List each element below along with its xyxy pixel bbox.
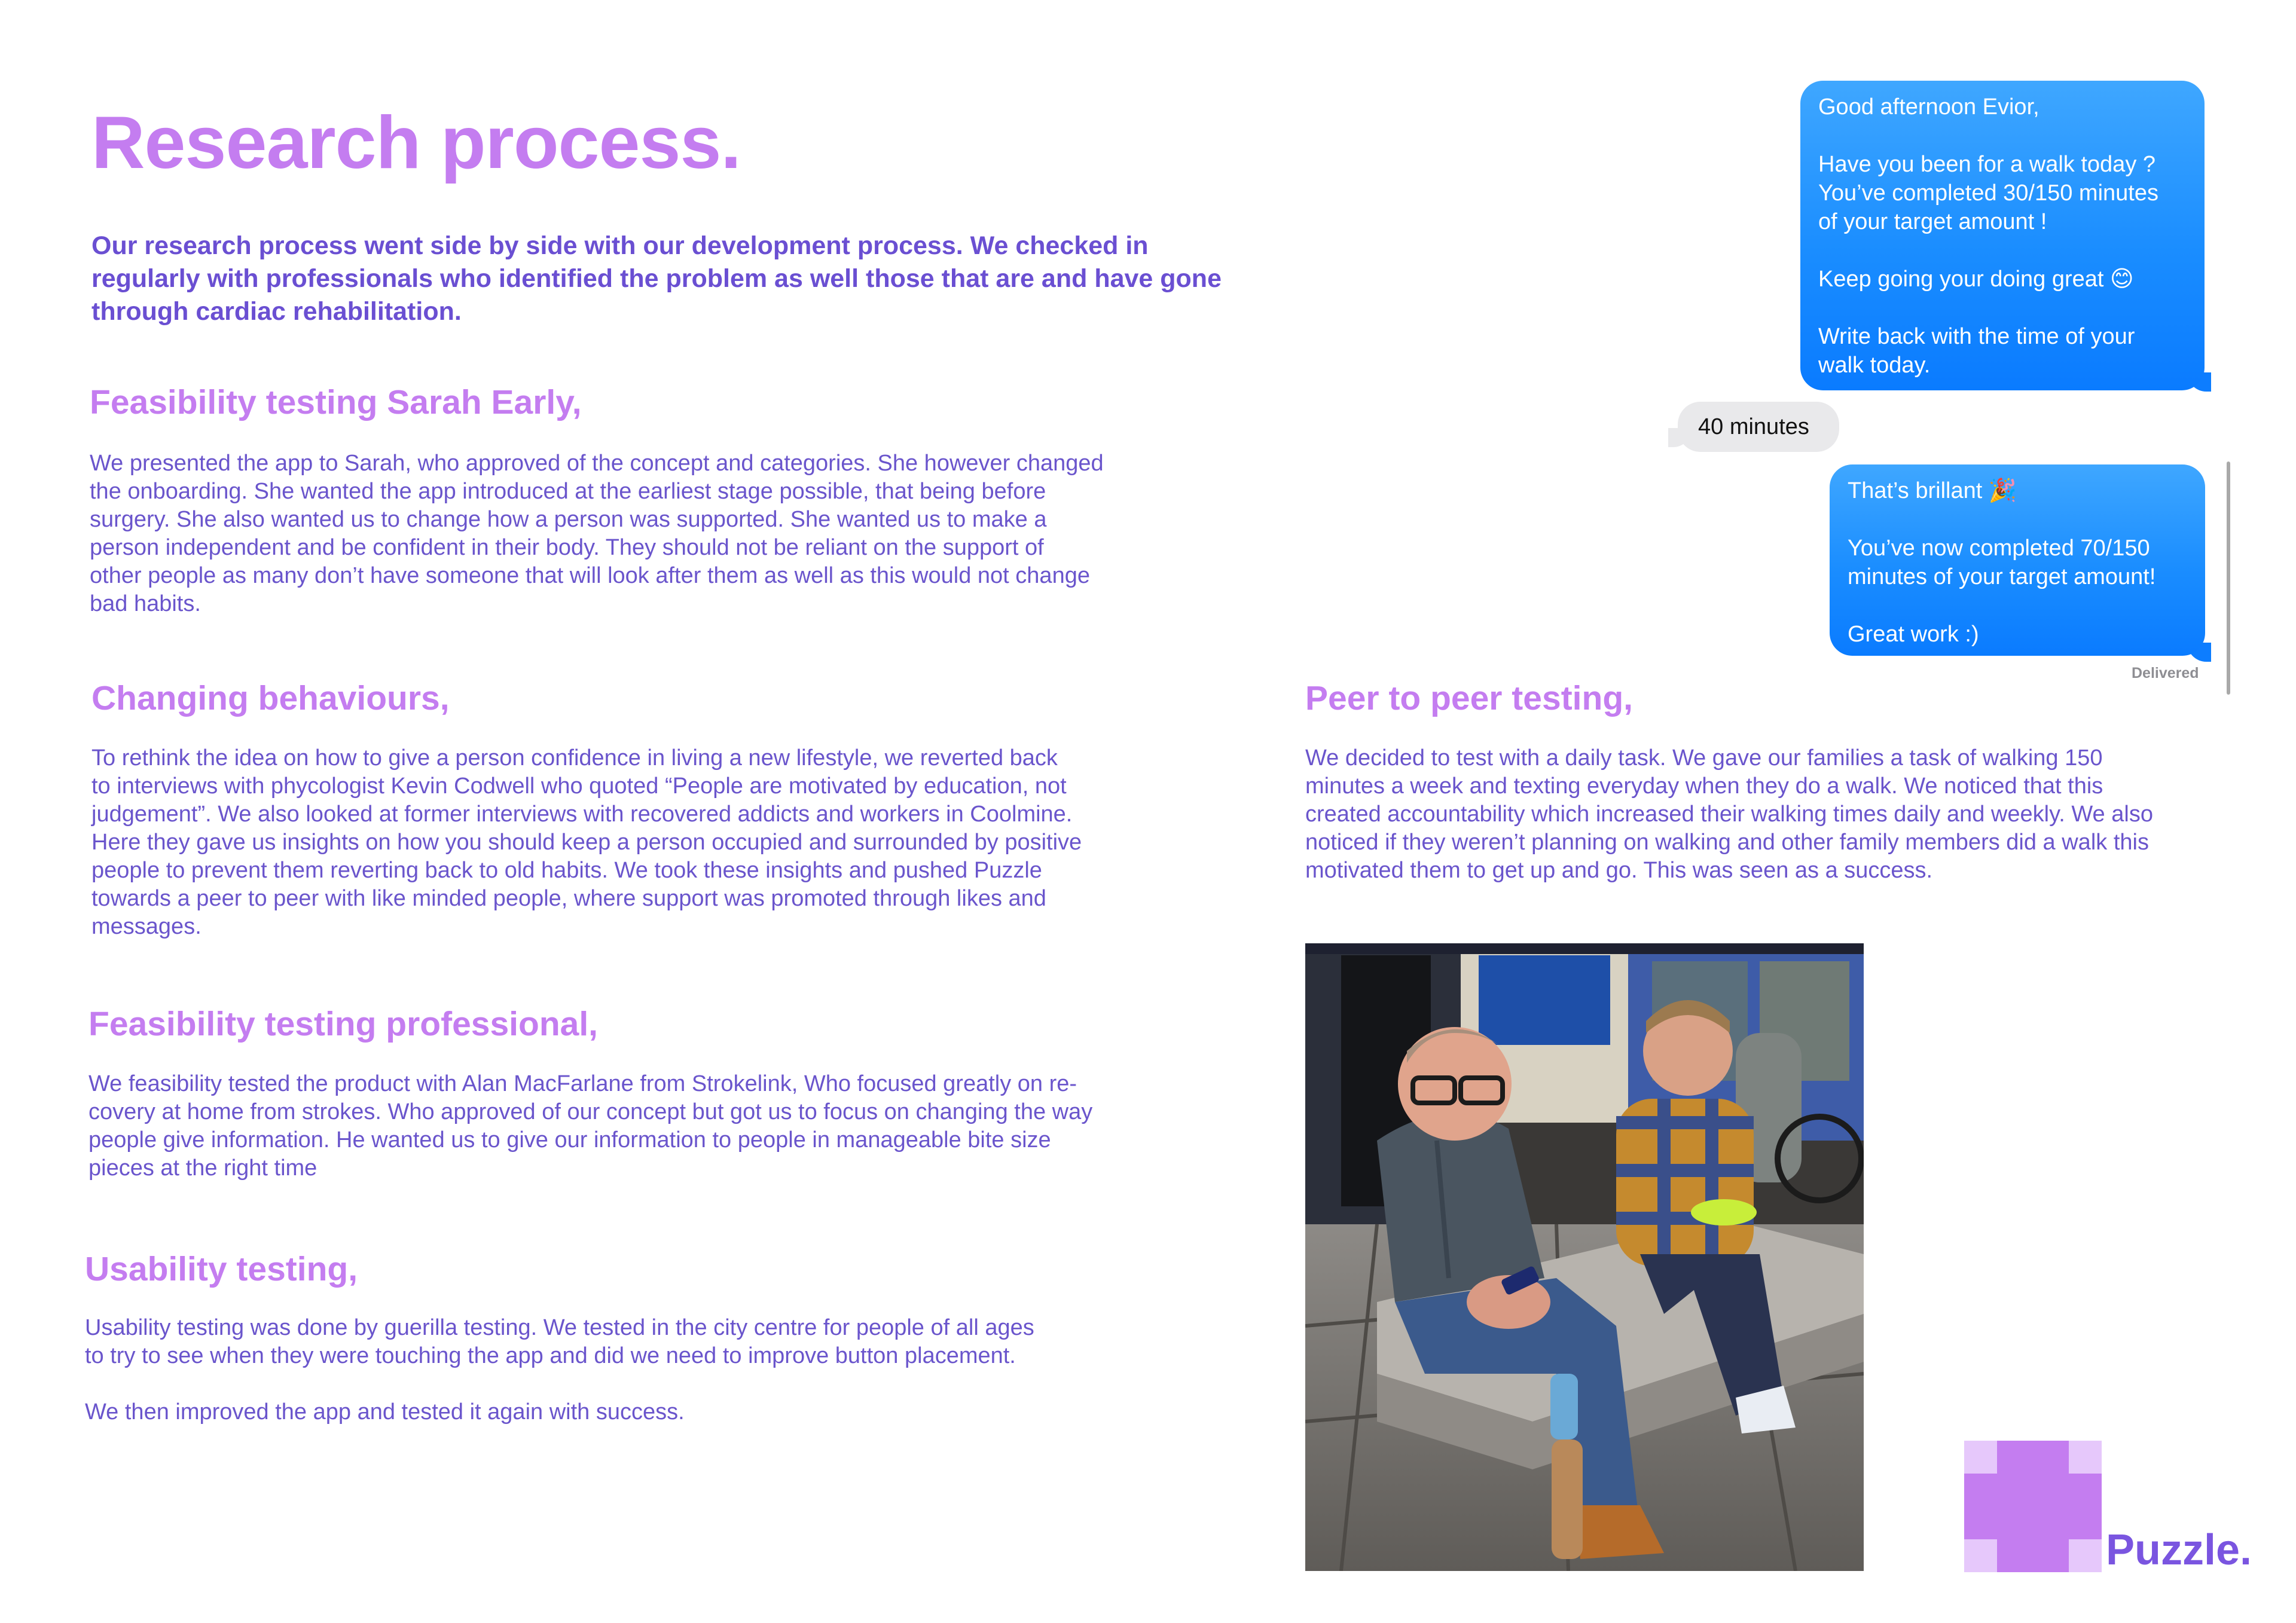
body-professional: We feasibility tested the product with Alan MacFarlane from Strokelink, Who focused greatly on re- covery at home from strokes. Who approved of our concept but got us to focus on changing the way people give information. He wanted us to give our information to people in manageable bite size pieces at the right time: [88, 1071, 1093, 1181]
body-behaviours: To rethink the idea on how to give a person confidence in living a new lifestyle, we reverted back to interviews with phycologist Kevin Codwell who quoted “People are motivated by education, not judgement”. We also looked at former interviews with recovered addicts and workers in Coolmine. Here they gave us insights on how you should keep a person occupied and surrounded by positive people to prevent them reverting back to old habits. We took these insights and pushed Puzzle towards a peer to peer with like minded people, where support was promoted through likes and messages.: [91, 745, 1082, 939]
testing-photo: [1305, 943, 1864, 1571]
delivered-status: Delivered: [2132, 665, 2199, 681]
reply-wrapper: [1672, 402, 1851, 456]
body-usability: Usability testing was done by guerilla testing. We tested in the city centre for people of all ages to try to see when they were touching the app and did we need to improve button placement. We then improved the app and tested it again with success.: [85, 1315, 1034, 1425]
heading-behaviours: Changing behaviours,: [91, 679, 450, 717]
puzzle-logo-icon: [1964, 1441, 2102, 1572]
message-bubble-incoming: 40 minutes: [1678, 402, 1839, 452]
intro-paragraph: Our research process went side by side with our development process. We checked in regularly with professionals who identified the problem as well those that are and have gone through cardiac rehabilitation.: [91, 231, 1222, 326]
message-thread-2: [1830, 464, 2218, 662]
body-sarah: We presented the app to Sarah, who approved of the concept and categories. She however changed the onboarding. She wanted the app introduced at the earliest stage possible, that being before surgery. She also wanted us to change how a person was supported. She wanted us to make a person independent and be confident in their body. They should not be reliant on the support of other people as many don’t have someone that will look after them as well as this would not change bad habits.: [90, 451, 1104, 616]
message-thread: [1788, 81, 2206, 392]
brand-name: Puzzle.: [2106, 1526, 2252, 1574]
scrollbar[interactable]: [2227, 461, 2230, 695]
puzzle-logo-shape: [1964, 1441, 2102, 1572]
heading-usability: Usability testing,: [85, 1250, 358, 1288]
heading-peer: Peer to peer testing,: [1305, 679, 1633, 717]
message-bubble-outgoing-2: That’s brillant 🎉 You’ve now completed 70/150 minutes of your target amount! Great work :): [1830, 464, 2205, 656]
photo-illustration: [1305, 943, 1864, 1571]
heading-professional: Feasibility testing professional,: [88, 1005, 599, 1043]
body-peer: We decided to test with a daily task. We gave our families a task of walking 150 minutes a week and texting everyday when they do a walk. We noticed that this created accountability which increased their walking times daily and weekly. We also noticed if they weren’t planning on walking and other family members did a walk this motivated them to get up and go. This was seen as a success.: [1305, 745, 2153, 883]
message-bubble-outgoing-1: Good afternoon Evior, Have you been for a walk today ? You’ve completed 30/150 minutes of your target amount ! Keep going your doing great 😊 Write back with the time of your walk today.: [1800, 81, 2205, 390]
page-title: Research process.: [91, 102, 741, 184]
heading-sarah: Feasibility testing Sarah Early,: [90, 383, 582, 421]
